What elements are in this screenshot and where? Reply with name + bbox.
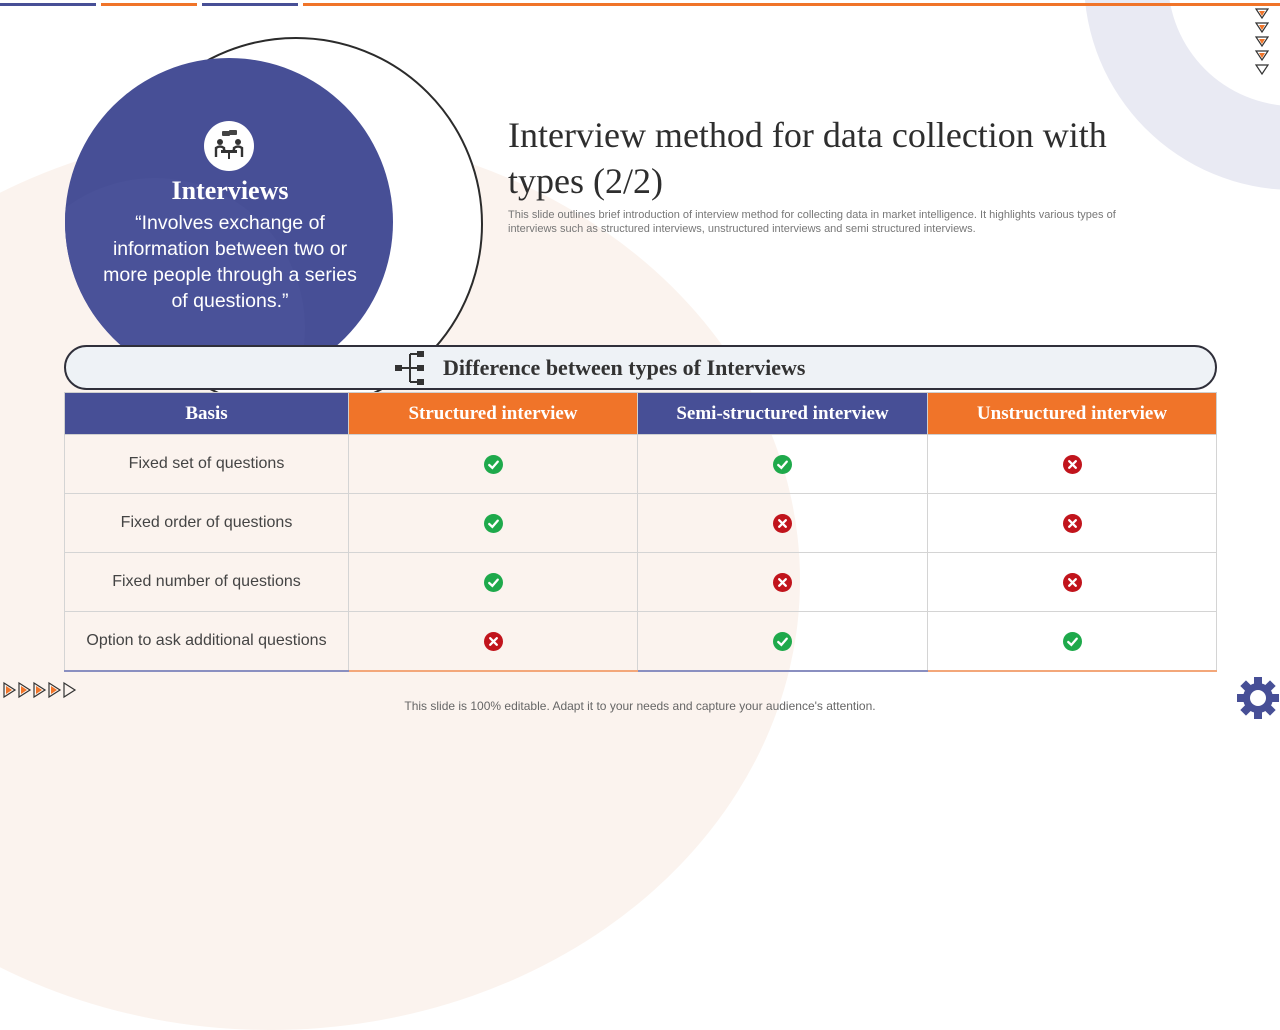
cross-icon bbox=[1063, 455, 1082, 474]
page-subtitle: This slide outlines brief introduction of interview method for collecting data in market intelligence. It highlights various types of interviews such as structured interviews, unstructured interviews and semi structured interviews. bbox=[508, 209, 1116, 235]
table-cell bbox=[928, 553, 1217, 612]
triangle-arrows-icon bbox=[2, 681, 82, 699]
table-cell bbox=[638, 494, 928, 553]
row-basis-label: Fixed set of questions bbox=[65, 435, 349, 494]
top-accent-bar bbox=[0, 3, 96, 6]
row-basis-label: Fixed number of questions bbox=[65, 553, 349, 612]
meeting-icon bbox=[204, 121, 254, 171]
table-cell bbox=[349, 553, 638, 612]
hierarchy-icon bbox=[395, 350, 425, 386]
cross-icon bbox=[1063, 514, 1082, 533]
cross-icon bbox=[1063, 573, 1082, 592]
table-row bbox=[65, 612, 1217, 672]
row-basis-label: Option to ask additional questions bbox=[65, 612, 349, 672]
table-cell bbox=[349, 494, 638, 553]
table-cell bbox=[638, 553, 928, 612]
table-header-row bbox=[65, 393, 1217, 435]
table-cell bbox=[638, 612, 928, 672]
table-row bbox=[65, 494, 1217, 553]
column-header-semi-structured: Semi-structured interview bbox=[638, 393, 928, 435]
cross-icon bbox=[773, 573, 792, 592]
row-basis-label: Fixed order of questions bbox=[65, 494, 349, 553]
check-icon bbox=[1063, 632, 1082, 651]
table-row bbox=[65, 553, 1217, 612]
interviews-quote: “Involves exchange of information between two or more people through a series of questions.” bbox=[103, 212, 357, 312]
column-header-structured: Structured interview bbox=[349, 393, 638, 435]
check-icon bbox=[484, 455, 503, 474]
table-cell bbox=[349, 612, 638, 672]
check-icon bbox=[484, 573, 503, 592]
interviews-title: Interviews bbox=[171, 176, 289, 205]
triangle-arrows-icon bbox=[1254, 7, 1270, 79]
gear-icon bbox=[1236, 676, 1280, 720]
top-accent-bar bbox=[303, 3, 1280, 6]
table-cell bbox=[638, 435, 928, 494]
column-header-basis: Basis bbox=[65, 393, 349, 435]
section-title: Difference between types of Interviews bbox=[443, 355, 806, 380]
table-cell bbox=[928, 494, 1217, 553]
table-cell bbox=[928, 435, 1217, 494]
check-icon bbox=[773, 455, 792, 474]
footer-note: This slide is 100% editable. Adapt it to your needs and capture your audience's attention. bbox=[404, 699, 876, 713]
cross-icon bbox=[484, 632, 503, 651]
cross-icon bbox=[773, 514, 792, 533]
table-row bbox=[65, 435, 1217, 494]
top-accent-bar bbox=[202, 3, 298, 6]
page-title: Interview method for data collection with types (2/2) bbox=[508, 115, 1107, 201]
check-icon bbox=[773, 632, 792, 651]
table-cell bbox=[349, 435, 638, 494]
column-header-unstructured: Unstructured interview bbox=[928, 393, 1217, 435]
comparison-table bbox=[64, 392, 1217, 672]
table-cell bbox=[928, 612, 1217, 672]
top-accent-bar bbox=[101, 3, 197, 6]
check-icon bbox=[484, 514, 503, 533]
